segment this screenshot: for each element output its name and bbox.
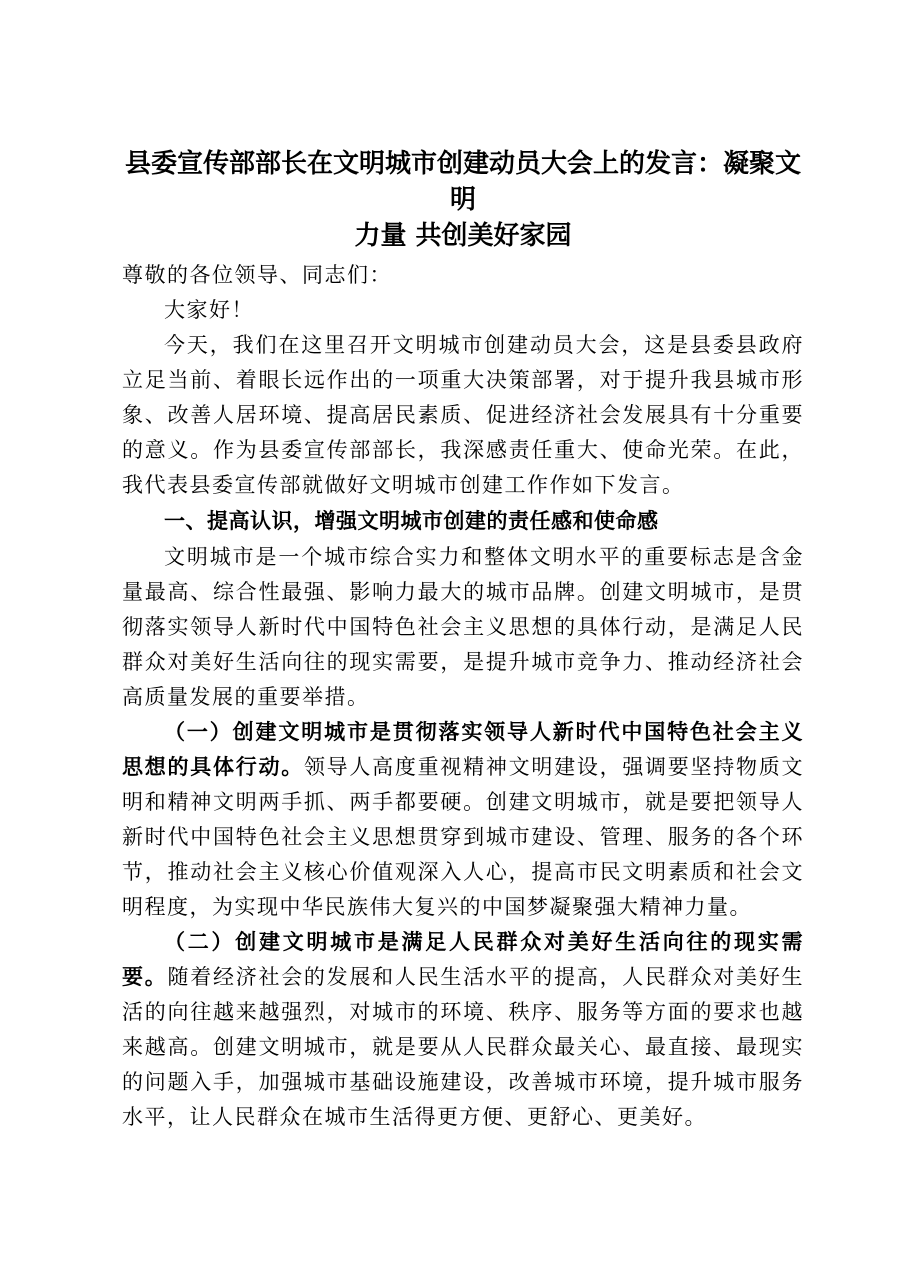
point-2-lead: （二）创建文明城市是满足人民群众对美好生活向往的现实需要。 xyxy=(122,930,804,989)
intro-paragraph: 今天，我们在这里召开文明城市创建动员大会，这是县委县政府立足当前、着眼长远作出的一项重大决策部署，对于提升我县城市形象、改善人居环境、提高居民素质、促进经济社会发展具有十分重要的意义。作为县委宣传部部长，我深感责任重大、使命光荣。在此，我代表县委宣传部就做好文明城市创建工作作如下发言。 xyxy=(122,333,804,497)
salutation: 尊敬的各位领导、同志们： xyxy=(122,263,392,287)
point-1-paragraph xyxy=(122,715,804,925)
title-line-2: 力量 共创美好家园 xyxy=(354,221,572,251)
point-1-lead: （一）创建文明城市是贯彻落实领导人新时代中国特色社会主义思想的具体行动。 xyxy=(122,720,804,779)
document-body xyxy=(122,146,804,1135)
section-1-heading: 一、提高认识，增强文明城市创建的责任感和使命感 xyxy=(164,509,659,533)
point-2-body: 随着经济社会的发展和人民生活水平的提高，人民群众对美好生活的向往越来越强烈，对城市的环境、秩序、服务等方面的要求也越来越高。创建文明城市，就是要从人民群众最关心、最直接、最现实的问题入手，加强城市基础设施建设，改善城市环境，提升城市服务水平，让人民群众在城市生活得更方便、更舒心、更美好。 xyxy=(122,965,804,1129)
point-1-body: 领导人高度重视精神文明建设，强调要坚持物质文明和精神文明两手抓、两手都要硬。创建文明城市，就是要把领导人新时代中国特色社会主义思想贯穿到城市建设、管理、服务的各个环节，推动社会主义核心价值观深入人心，提高市民文明素质和社会文明程度，为实现中华民族伟大复兴的中国梦凝聚强大精神力量。 xyxy=(122,755,805,919)
title-line-1: 县委宣传部部长在文明城市创建动员大会上的发言：凝聚文明 xyxy=(124,149,801,215)
point-2-paragraph xyxy=(122,925,804,1135)
section-1-paragraph: 文明城市是一个城市综合实力和整体文明水平的重要标志是含金量最高、综合性最强、影响力最大的城市品牌。创建文明城市，是贯彻落实领导人新时代中国特色社会主义思想的具体行动，是满足人民群众对美好生活向往的现实需要，是提升城市竞争力、推动经济社会高质量发展的重要举措。 xyxy=(122,545,804,709)
document-title xyxy=(122,146,804,254)
greeting: 大家好！ xyxy=(164,298,254,322)
